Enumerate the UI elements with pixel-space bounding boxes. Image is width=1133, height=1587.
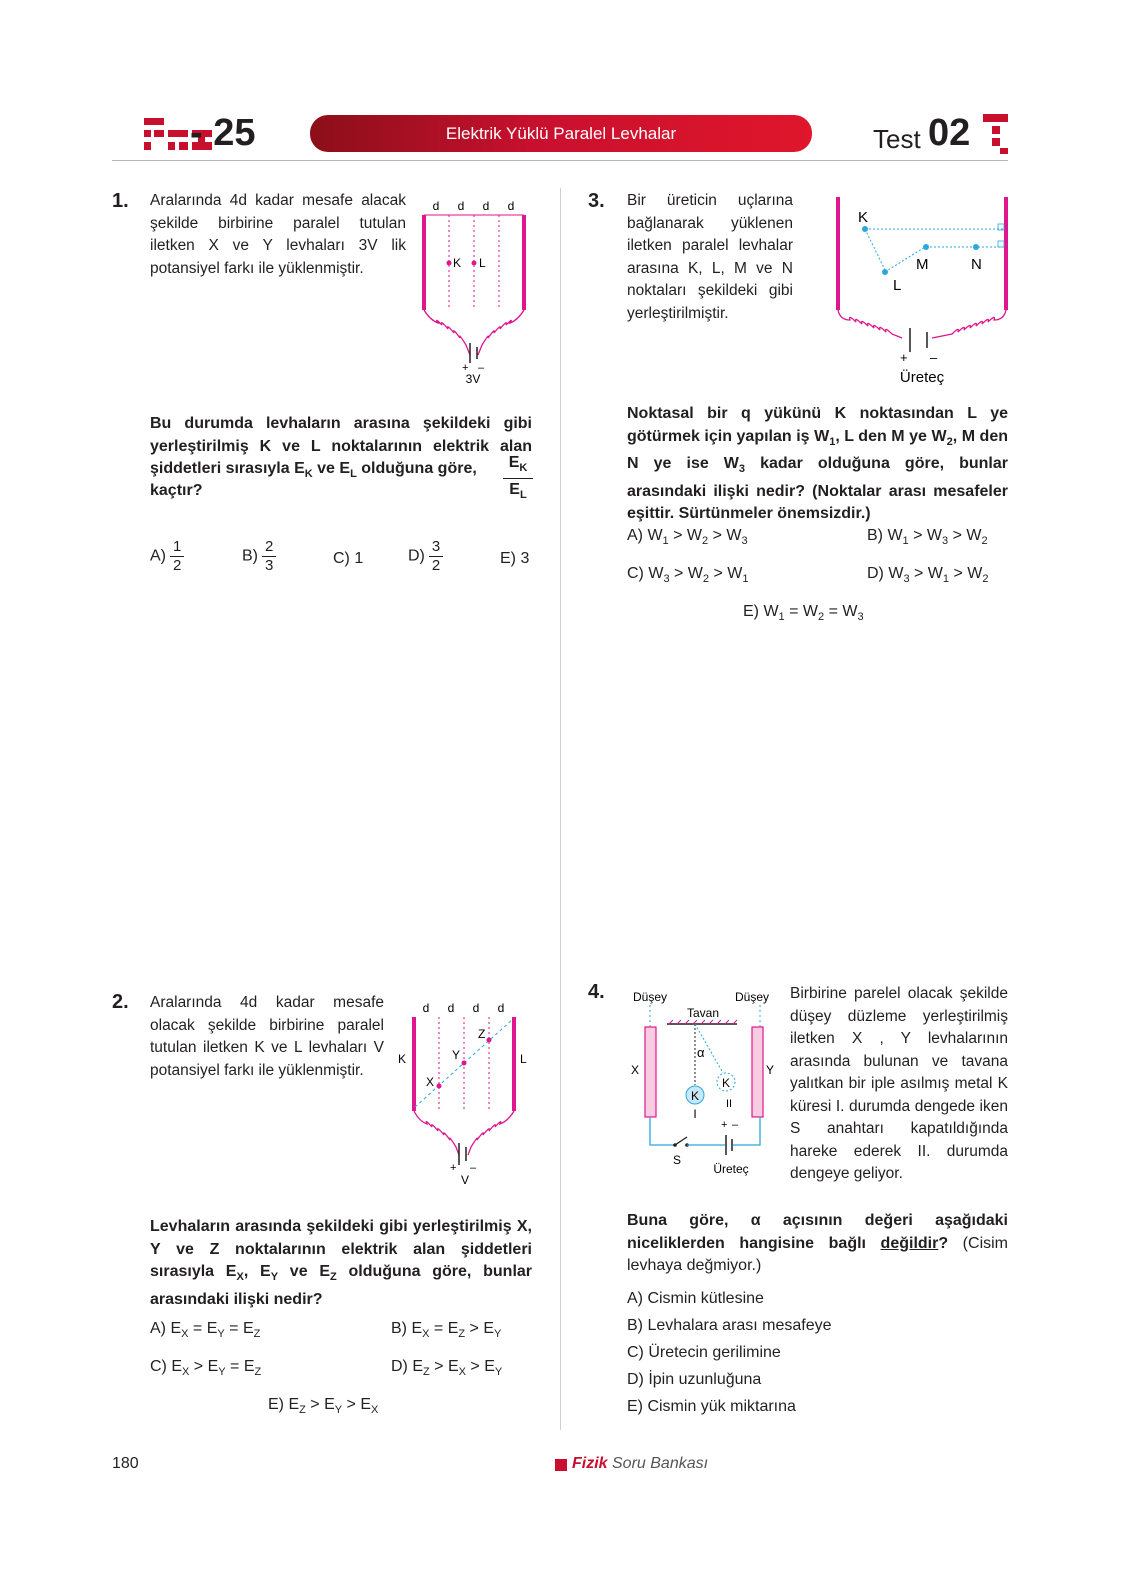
q3-option-d[interactable]: D) $W_3 > W_1 > W_2$ <box>867 565 989 586</box>
column-divider <box>560 188 561 1430</box>
q4-fig-switch: S <box>672 1153 682 1167</box>
q4-fig-vertical-right: Düşey <box>735 990 770 1004</box>
q4-option-b[interactable]: B) Levhalara arası mesafeye <box>627 1317 832 1334</box>
q1-figure <box>410 195 540 390</box>
q3-fig-m: M <box>916 256 929 273</box>
chapter-number: - 25 <box>190 112 256 154</box>
q2-question: Levhaların arasında şekildeki gibi yerleştirilmiş X, Y ve Z noktalarının elektrik alan şiddetleri sırasıyla $E_X$, $E_Y$ ve $E_Z$ olduğuna göre, bunlar arasındaki ilişki nedir? <box>150 1218 533 1308</box>
q1-fig-l: L <box>479 256 486 270</box>
q4-fig-plus: + <box>721 1119 728 1131</box>
q4-fig-state2: II <box>725 1098 733 1110</box>
q2-fig-d3: d <box>472 1001 480 1015</box>
q2-option-b[interactable]: B) $E_X = E_Z > E_Y$ <box>391 1320 502 1341</box>
q1-option-b[interactable]: B) $\frac{2}{3}$ <box>242 538 276 575</box>
q4-option-d[interactable]: D) İpin uzunluğuna <box>627 1371 762 1388</box>
q4-question: Buna göre, α açısının değeri aşağıdaki niceliklerden hangisine bağlı değildir? (Cisim levhaya değmiyor.) <box>627 1212 1008 1274</box>
q4-fig-x: X <box>631 1063 640 1077</box>
q1-question-tail: kaçtır? <box>150 482 203 499</box>
q1-option-e[interactable]: E) 3 <box>500 550 530 567</box>
q3-option-c[interactable]: C) $W_3 > W_2 > W_1$ <box>627 565 749 586</box>
q3-fig-plus: + <box>900 350 908 365</box>
q4-figure <box>625 985 790 1180</box>
q2-fig-voltage: V <box>460 1173 470 1187</box>
test-number: 02 <box>928 112 971 154</box>
q4-number: 4. <box>588 981 605 1003</box>
q1-option-d[interactable]: D) $\frac{3}{2}$ <box>408 538 443 575</box>
q4-fig-ceiling: Tavan <box>686 1006 720 1020</box>
q1-fig-d3: d <box>482 199 490 213</box>
q3-option-b[interactable]: B) $W_1 > W_3 > W_2$ <box>867 527 988 548</box>
q1-fig-voltage: 3V <box>465 372 481 386</box>
q3-option-a[interactable]: A) $W_1 > W_2 > W_3$ <box>627 527 748 548</box>
q1-option-a[interactable]: A) $\frac{1}{2}$ <box>150 538 184 575</box>
q2-fig-d1: d <box>422 1001 430 1015</box>
q1-fig-d4: d <box>507 199 515 213</box>
q1-fig-k: K <box>453 256 462 270</box>
q2-fig-z: Z <box>478 1027 486 1041</box>
q4-text: Birbirine parelel olacak şekilde düşey düzleme yerleştirilmiş iletken X , Y levhalarının arasında bulunan ve tavana yalıtkan bir iple asılmış metal K küresi I. durumda dengede iken S anahtarı kapatıldığında hareke ederek II. durumda dengeye geliyor. <box>790 985 1008 1182</box>
q3-fig-k: K <box>858 209 869 226</box>
q4-fig-k1: K <box>690 1089 700 1103</box>
q3-fig-source: Üreteç <box>899 369 945 386</box>
footer-brand: Fizik Soru Bankası <box>572 1455 709 1472</box>
topic-title: Elektrik Yüklü Paralel Levhalar <box>310 115 812 152</box>
q2-text: Aralarında 4d kadar mesafe olacak şekilde birbirine paralel tutulan iletken K ve L levhaları V potansiyel farkı ile yüklenmiştir. <box>150 994 384 1079</box>
q3-text: Bir üreticin uçlarına bağlanarak yüklenen iletken paralel levhalar arasına K, L, M ve N noktaları şekildeki gibi yerleştirilmiştir. <box>627 192 793 322</box>
q3-fig-l: L <box>893 277 902 294</box>
q4-fig-vertical-left: Düşey <box>633 990 668 1004</box>
q2-fig-plus: + <box>450 1162 457 1174</box>
q1-text: Aralarında 4d kadar mesafe alacak şekilde birbirine paralel tutulan iletken X ve Y levhaları 3V lik potansiyel farkı ile yüklenmiştir. <box>150 192 406 277</box>
q1-question: Bu durumda levhaların arasına şekildeki gibi yerleştirilmiş K ve L noktalarının elektrik alan şiddetleri sırasıyla $E_K$ ve $E_L$ olduğuna göre, <box>150 415 532 481</box>
q4-option-c[interactable]: C) Üretecin gerilimine <box>627 1344 781 1361</box>
q3-question: Noktasal bir q yükünü K noktasından L ye götürmek için yapılan iş $W_1$, L den M ye $W_2$, M den N ye ise $W_3$ kadar olduğuna göre, bunlar arasındaki ilişki nedir? (Noktalar arası mesafeler eşittir. Sürtünmeler önemsizdir.) <box>627 405 1009 523</box>
q3-option-e[interactable]: E) $W_1 = W_2 = W_3$ <box>743 603 864 624</box>
test-mark-icon <box>980 112 1010 156</box>
q2-option-d[interactable]: D) $E_Z > E_X > E_Y$ <box>391 1358 503 1379</box>
q1-ratio: $E_K$ $E_L$ <box>503 453 533 506</box>
q2-fig-d4: d <box>497 1001 505 1015</box>
q4-fig-minus: – <box>732 1119 739 1131</box>
q4-fig-alpha: α <box>697 1045 705 1060</box>
q1-fig-d2: d <box>457 199 465 213</box>
q4-fig-state1: I <box>693 1107 697 1121</box>
q4-option-e[interactable]: E) Cismin yük miktarına <box>627 1398 796 1415</box>
q2-fig-y: Y <box>452 1048 461 1062</box>
q2-fig-minus: – <box>470 1162 477 1174</box>
q2-option-e[interactable]: E) $E_Z > E_Y > E_X$ <box>268 1396 379 1417</box>
q2-fig-l: L <box>520 1052 527 1066</box>
q1-option-c[interactable]: C) 1 <box>333 550 364 567</box>
test-label: Test <box>873 124 921 154</box>
page-number: 180 <box>112 1455 139 1472</box>
q2-figure <box>395 997 535 1187</box>
q3-figure <box>830 192 1015 387</box>
q4-fig-k2: K <box>721 1076 731 1090</box>
q1-number: 1. <box>112 190 129 212</box>
q3-fig-n: N <box>971 256 982 273</box>
q2-fig-k: K <box>398 1052 407 1066</box>
q4-option-a[interactable]: A) Cismin kütlesine <box>627 1290 764 1307</box>
q3-number: 3. <box>588 190 605 212</box>
q1-fig-plus: + <box>462 362 469 374</box>
q2-option-c[interactable]: C) $E_X > E_Y = E_Z$ <box>150 1358 262 1379</box>
q1-fig-d1: d <box>432 199 440 213</box>
q1-fig-minus: – <box>478 362 485 374</box>
q2-fig-d2: d <box>447 1001 455 1015</box>
q4-fig-y: Y <box>766 1063 775 1077</box>
q2-fig-x: X <box>426 1075 435 1089</box>
q4-fig-source: Üreteç <box>713 1162 749 1176</box>
brand-square-icon <box>555 1459 567 1471</box>
q2-number: 2. <box>112 991 129 1013</box>
q3-fig-minus: – <box>930 350 938 365</box>
header-divider <box>112 160 1008 161</box>
q2-option-a[interactable]: A) $E_X = E_Y = E_Z$ <box>150 1320 261 1341</box>
